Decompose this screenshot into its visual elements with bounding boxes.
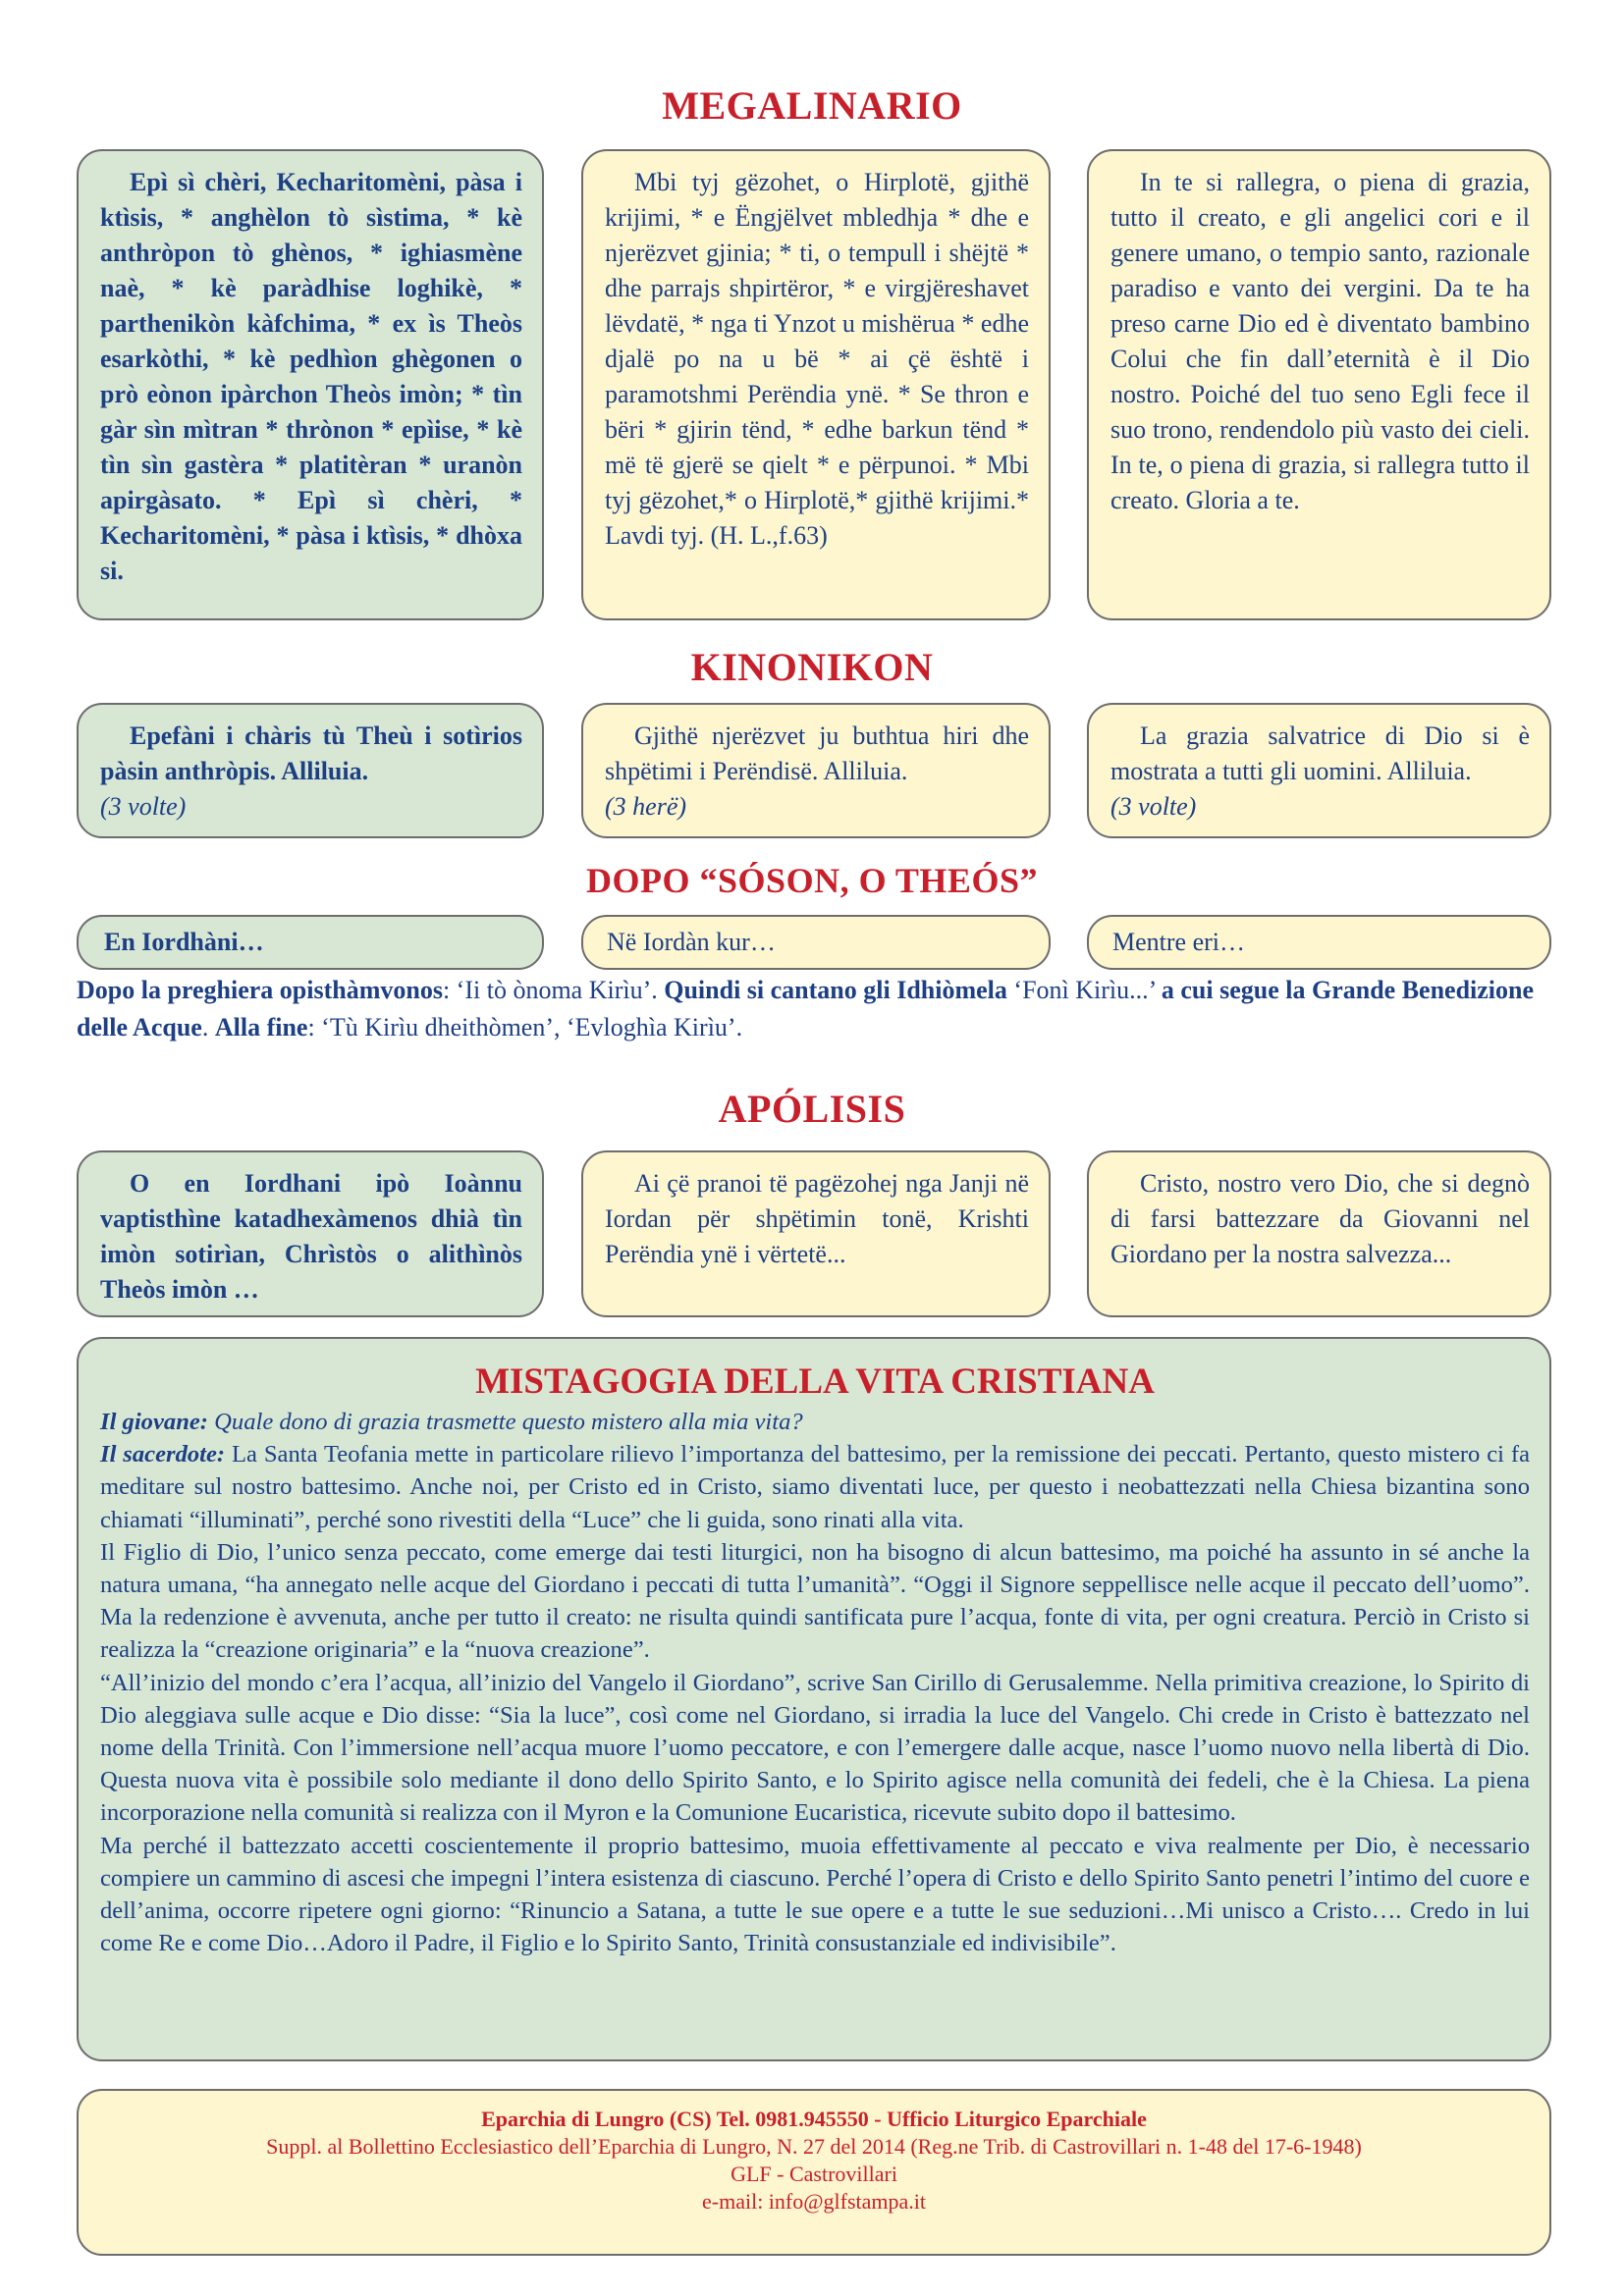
- apolisis-albanian-text: Ai çë pranoi të pagëzohej nga Janji në Iordan për shpëtimin tonë, Krishti Perëndia ynë i vërtetë...: [605, 1169, 1029, 1268]
- kinonikon-title: KINONIKON: [690, 645, 934, 689]
- kinonikon-albanian-box: [581, 703, 1051, 838]
- dopo-greek-box: [77, 915, 544, 970]
- dopo-greek-text: En Iordhàni…: [104, 928, 264, 956]
- rubric-part-8: : ‘Tù Kirìu dheithòmen’, ‘Evloghìa Kirìu’.: [307, 1013, 743, 1041]
- mistagogia-answer: [100, 1438, 1530, 1536]
- apolisis-title: APÓLISIS: [718, 1087, 906, 1131]
- mistagogia-paragraph-2: Il Figlio di Dio, l’unico senza peccato, come emerge dai testi liturgici, non ha bisogno di alcun battesimo, ma poiché ha assunto in sé anche la natura umana, “ha annegato nelle acque del Giordano i peccati di tutta l’umanità”. “Oggi il Signore seppellisce nelle acque il peccato dell’uomo”. Ma la redenzione è avvenuta, anche per tutto il creato: ne risulta quindi santificata pure l’acqua, fonte di vita, per ogni creatura. Perciò in Cristo si realizza la “creazione originaria” e la “nuova creazione”.: [100, 1538, 1530, 1664]
- apolisis-albanian-box: [581, 1150, 1051, 1317]
- mistagogia-paragraph-4: Ma perché il battezzato accetti coscientemente il proprio battesimo, muoia effettivamente al peccato e viva realmente per Dio, è necessario compiere un cammino di ascesi che impegni l’intera esistenza di ciascuno. Perché l’opera di Cristo e dello Spirito Santo penetri l’intimo del cuore e dell’anima, occorre ripetere ogni giorno: “Rinuncio a Satana, a tutte le sue opere e a tutte le sue seduzioni…Mi unisco a Cristo…. Credo in lui come Re e come Dio…Adoro il Padre, il Figlio e lo Spirito Santo, Trinità consustanziale ed indivisibile”.: [100, 1832, 1530, 1957]
- dopo-italian-text: Mentre eri…: [1112, 928, 1246, 956]
- dopo-soson-title: DOPO “SÓSON, O THEÓS”: [586, 861, 1038, 900]
- kinonikon-italian-note: (3 volte): [1110, 792, 1197, 821]
- kinonikon-italian-text: La grazia salvatrice di Dio si è mostrata a tutti gli uomini. Alliluia.: [1110, 721, 1530, 785]
- kinonikon-greek-text: Epefàni i chàris tù Theù i sotìrios pàsin anthròpis. Alliluia.: [100, 721, 522, 785]
- answer-label: Il sacerdote:: [100, 1441, 226, 1468]
- footer-line-3: GLF - Castrovillari: [731, 2162, 897, 2186]
- megalinario-greek-box: [77, 149, 544, 620]
- kinonikon-greek-box: [77, 703, 544, 838]
- rubric-part-1: Dopo la preghiera opisthàmvonos: [77, 976, 443, 1004]
- mistagogia-box: [77, 1337, 1551, 2061]
- kinonikon-albanian-note: (3 herë): [605, 792, 687, 821]
- rubric-part-6: .: [201, 1013, 215, 1041]
- footer-box: [77, 2089, 1551, 2256]
- apolisis-greek-box: [77, 1150, 544, 1317]
- kinonikon-italian-box: [1087, 703, 1551, 838]
- rubric-part-2: : ‘Ii tò ònoma Kirìu’.: [442, 976, 665, 1004]
- rubric-text: [77, 972, 1559, 1046]
- kinonikon-greek-note: (3 volte): [100, 792, 187, 821]
- apolisis-italian-box: [1087, 1150, 1551, 1317]
- kinonikon-albanian-text: Gjithë njerëzvet ju buthtua hiri dhe shpëtimi i Perëndisë. Alliluia.: [605, 721, 1029, 785]
- footer-line-1: Eparchia di Lungro (CS) Tel. 0981.945550 - Ufficio Liturgico Eparchiale: [481, 2107, 1147, 2131]
- mistagogia-question: [100, 1406, 1530, 1438]
- rubric-part-7: Alla fine: [214, 1013, 308, 1041]
- mistagogia-paragraph-3: “All’inizio del mondo c’era l’acqua, all’inizio del Vangelo il Giordano”, scrive San Cirillo di Gerusalemme. Nella primitiva creazione, lo Spirito di Dio aleggiava sulle acque e Dio disse: “Sia la luce”, così come nel Giordano, si irradia la luce del Vangelo. Chi crede in Cristo è battezzato nel nome della Trinità. Con l’immersione nell’acqua muore l’uomo peccatore, e con l’emergere dalle acque, nasce l’uomo nuovo nella libertà di Dio. Questa nuova vita è possibile solo mediante il dono dello Spirito Santo, e lo Spirito agisce nella comunità dei fedeli, che è la Chiesa. La piena incorporazione nella comunità si realizza con il Myron e la Comunione Eucaristica, ricevute subito dopo il battesimo.: [100, 1669, 1530, 1827]
- question-text: Quale dono di grazia trasmette questo mistero alla mia vita?: [207, 1409, 803, 1435]
- dopo-albanian-box: [581, 915, 1051, 970]
- mistagogia-title: MISTAGOGIA DELLA VITA CRISTIANA: [475, 1362, 1155, 1402]
- footer-email-link[interactable]: e-mail: info@glfstampa.it: [702, 2189, 926, 2214]
- answer-text: La Santa Teofania mette in particolare rilievo l’importanza del battesimo, per la remissione dei peccati. Pertanto, questo mistero ci fa meditare sul nostro battesimo. Anche noi, per Cristo ed in Cristo, siamo diventati luce, per questo i neobattezzati nella Chiesa bizantina sono chiamati “illuminati”, perché sono rivestiti della “Luce” che li guida, sono rinati alla vita.: [100, 1441, 1531, 1533]
- megalinario-albanian-box: [581, 149, 1051, 620]
- apolisis-greek-text: O en Iordhani ipò Ioànnu vaptisthìne katadhexàmenos dhià tìn imòn sotirìan, Chrìstòs o alithìnòs Theòs imòn …: [100, 1169, 522, 1304]
- footer-line-2: Suppl. al Bollettino Ecclesiastico dell’Eparchia di Lungro, N. 27 del 2014 (Reg.ne Trib. di Castrovillari n. 1-48 del 17-6-1948): [266, 2134, 1362, 2159]
- rubric-part-3: Quindi si cantano gli Idhiòmela: [664, 976, 1007, 1004]
- megalinario-italian-text: In te si rallegra, o piena di grazia, tutto il creato, e gli angelici cori e il genere umano, o tempio santo, razionale paradiso e vanto dei vergini. Da te ha preso carne Dio ed è diventato bambino Colui che fin dall’eternità è il Dio nostro. Poiché del tuo seno Egli fece il suo trono, rendendolo più vasto dei cieli. In te, o piena di grazia, si rallegra tutto il creato. Gloria a te.: [1110, 168, 1530, 514]
- rubric-part-5: a cui segue la Grande Benedizione delle Acque: [77, 976, 1535, 1041]
- dopo-albanian-text: Në Iordàn kur…: [607, 928, 776, 956]
- question-label: Il giovane:: [100, 1409, 208, 1435]
- apolisis-italian-text: Cristo, nostro vero Dio, che si degnò di farsi battezzare da Giovanni nel Giordano per la nostra salvezza...: [1110, 1169, 1530, 1268]
- megalinario-title: MEGALINARIO: [662, 83, 962, 128]
- megalinario-albanian-text: Mbi tyj gëzohet, o Hirplotë, gjithë krijimi, * e Ëngjëlvet mbledhja * dhe e njerëzvet gjinia; * ti, o tempull i shëjtë * dhe parrajs shpirtëror, * e virgjëreshavet lëvdatë, * nga ti Ynzot u mishërua * edhe djalë po na u bë * ai çë është i paramotshmi Perëndia ynë. * Se thron e bëri * gjirin tënd, * edhe barkun tënd * më të gjerë se qielt * e përpunoi. * Mbi tyj gëzohet,* o Hirplotë,* gjithë krijimi.* Lavdi tyj. (H. L.,f.63): [605, 168, 1029, 550]
- rubric-part-4: ‘Fonì Kirìu...’: [1006, 976, 1162, 1004]
- dopo-italian-box: [1087, 915, 1551, 970]
- megalinario-greek-text: Epì sì chèri, Kecharitomèni, pàsa i ktìsis, * anghèlon tò sìstima, * kè anthròpon tò ghènos, * ighiasmène naè, * kè paràdhise loghikè, * parthenikòn kàfchima, * ex ìs Theòs esarkòthi, * kè pedhìon ghègonen o prò eònon ipàrchon Theòs imòn; * tìn gàr sìn mìtran * thrònon * epìise, * kè tìn sìn gastèra * platitèran * uranòn apirgàsato. * Epì sì chèri, * Kecharitomèni, * pàsa i ktìsis, * dhòxa si.: [100, 168, 522, 585]
- megalinario-italian-box: [1087, 149, 1551, 620]
